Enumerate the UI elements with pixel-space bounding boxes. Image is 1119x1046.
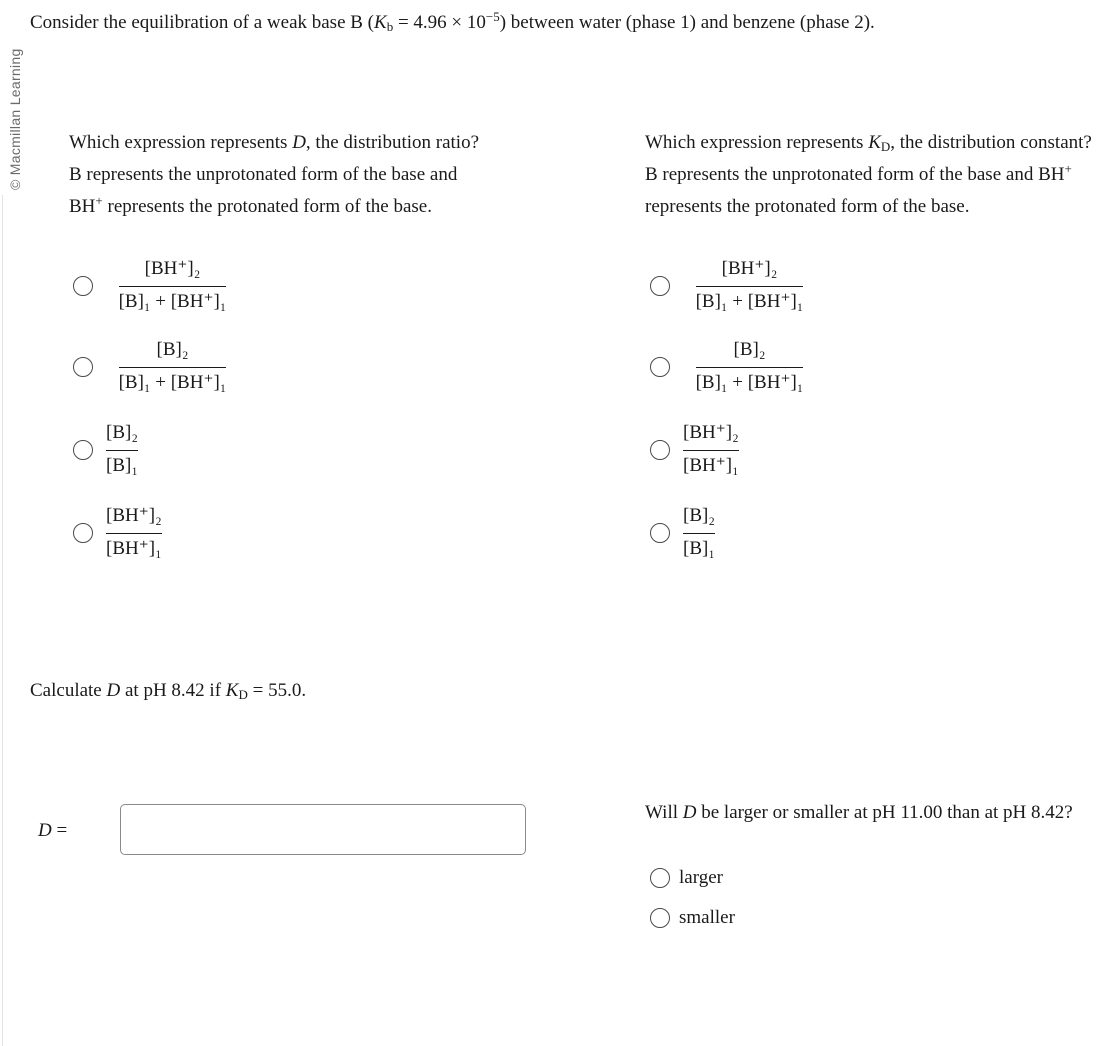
option-label: smaller: [679, 907, 735, 928]
fraction: $\frac{\text{[BH⁺]₂}}{\text{[B]₁ + [BH⁺]₁}}$: [106, 256, 239, 315]
kd-option-2[interactable]: [650, 337, 816, 396]
radio-button[interactable]: [650, 908, 670, 928]
radio-button[interactable]: [650, 276, 670, 296]
radio-button[interactable]: [650, 440, 670, 460]
ph-comparison-question: Will D be larger or smaller at pH 11.00 than at pH 8.42?: [645, 802, 1073, 823]
kd-option-1[interactable]: [650, 256, 816, 315]
d-option-3[interactable]: [73, 420, 138, 479]
fraction: $\frac{\text{[B]₂}}{\text{[B]₁}}$: [683, 503, 715, 562]
d-answer-input[interactable]: [120, 804, 526, 855]
distribution-constant-question: Which expression represents $K_D$, the distribution constant? B represents the unprotonated form of the base and BH+ represents the protonated form of the base.: [645, 132, 1092, 217]
answer-option-larger[interactable]: [650, 867, 723, 889]
d-option-4[interactable]: [73, 503, 162, 562]
d-option-1[interactable]: [73, 256, 239, 315]
distribution-ratio-question: Which expression represents D, the distribution ratio? B represents the unprotonated form of the base and BH+ represents the protonated form of the base.: [69, 132, 479, 217]
radio-button[interactable]: [73, 440, 93, 460]
intro-text: Consider the equilibration of a weak base B $(K_b = 4.96 \times 10^{-5})$ between water (phase 1) and benzene (phase 2).: [30, 9, 875, 34]
fraction: $\frac{\text{[BH⁺]₂}}{\text{[B]₁ + [BH⁺]₁}}$: [683, 256, 816, 315]
radio-button[interactable]: [650, 357, 670, 377]
radio-button[interactable]: [650, 868, 670, 888]
d-answer-label: D =: [38, 820, 68, 841]
fraction: $\frac{\text{[BH⁺]₂}}{\text{[BH⁺]₁}}$: [683, 420, 739, 479]
radio-button[interactable]: [73, 276, 93, 296]
radio-button[interactable]: [650, 523, 670, 543]
kd-option-4[interactable]: [650, 503, 715, 562]
option-label: larger: [679, 867, 723, 888]
fraction: $\frac{\text{[B]₂}}{\text{[B]₁}}$: [106, 420, 138, 479]
calculate-prompt: Calculate D at pH 8.42 if $K_D = 55.0$.: [30, 680, 307, 702]
left-divider: [2, 195, 3, 1046]
d-option-2[interactable]: [73, 337, 239, 396]
fraction: $\frac{\text{[B]₂}}{\text{[B]₁ + [BH⁺]₁}}$: [106, 337, 239, 396]
radio-button[interactable]: [73, 357, 93, 377]
copyright-watermark: © Macmillan Learning: [7, 48, 23, 190]
fraction: $\frac{\text{[B]₂}}{\text{[B]₁ + [BH⁺]₁}}$: [683, 337, 816, 396]
answer-option-smaller[interactable]: [650, 907, 735, 929]
fraction: $\frac{\text{[BH⁺]₂}}{\text{[BH⁺]₁}}$: [106, 503, 162, 562]
kd-option-3[interactable]: [650, 420, 739, 479]
radio-button[interactable]: [73, 523, 93, 543]
